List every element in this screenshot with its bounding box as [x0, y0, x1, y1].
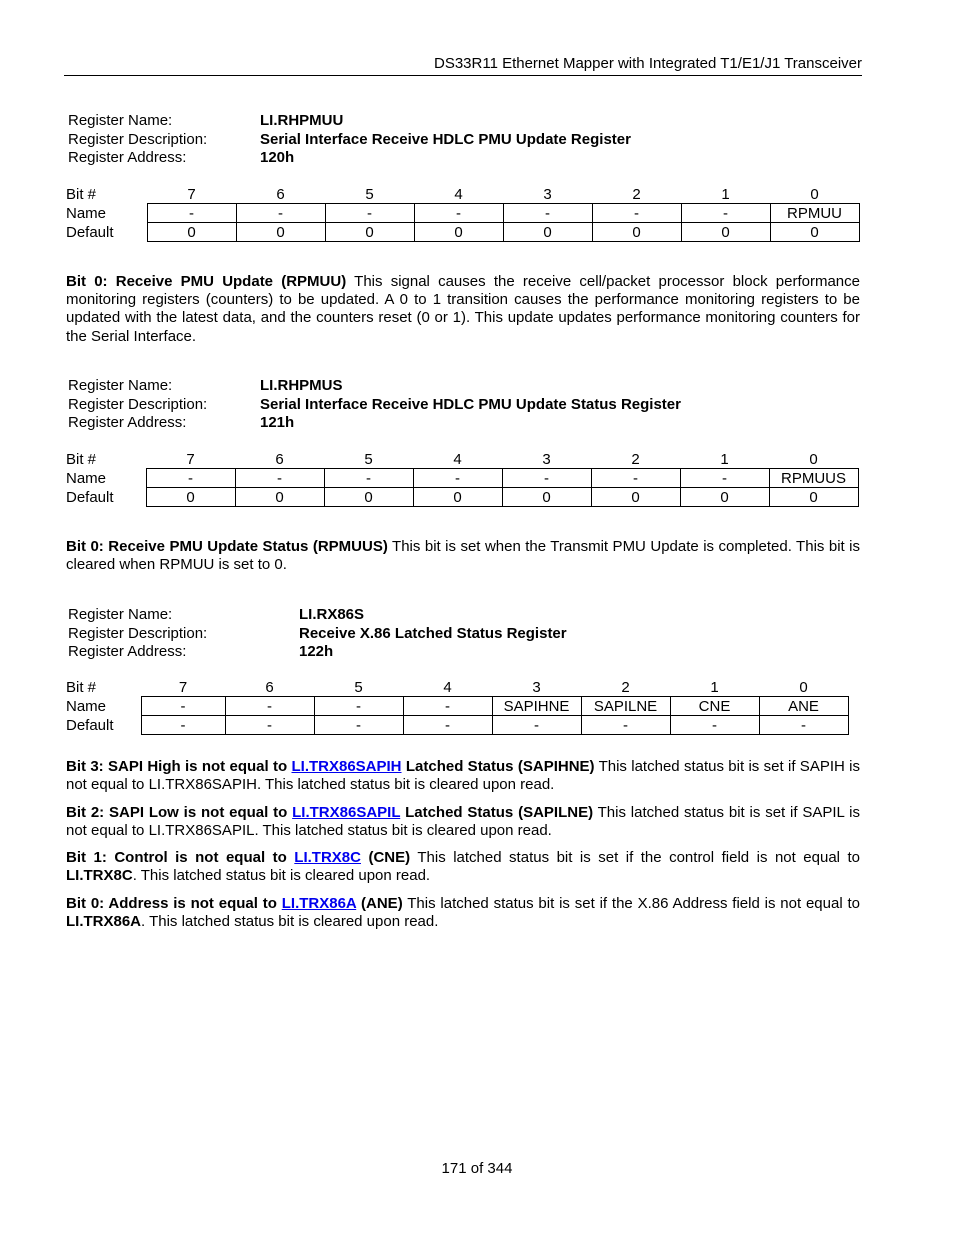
page-number: 171 of 344	[441, 1160, 513, 1177]
bit-default: 0	[680, 488, 769, 507]
register-bit-table-rx86s	[66, 678, 849, 735]
bit-name: -	[592, 204, 681, 223]
bit-number: 0	[809, 450, 818, 468]
default-row-label: Default	[66, 223, 114, 241]
register-link-trx86a[interactable]: LI.TRX86A	[281, 895, 357, 912]
register-description-value: Serial Interface Receive HDLC PMU Update Status Register	[260, 395, 681, 413]
register-info-rhpmuu	[68, 112, 631, 168]
bit-number: 4	[454, 185, 463, 203]
bit-number: 5	[365, 185, 374, 203]
bit-title-suffix: Latched Status (SAPIHNE)	[401, 758, 595, 775]
bit-number: 1	[721, 185, 730, 203]
bit-text: This latched status bit is set if the X.86 Address field is not equal to	[402, 895, 860, 912]
bit-number: 6	[275, 450, 284, 468]
bit-default: -	[314, 716, 403, 735]
register-address-value: 121h	[260, 414, 295, 431]
bit-number: 2	[631, 450, 640, 468]
bit-default: 0	[413, 488, 502, 507]
register-info-rhpmus	[68, 377, 681, 433]
register-address-value: 122h	[299, 643, 334, 660]
bit-name: -	[503, 204, 592, 223]
bit-number: 7	[187, 185, 196, 203]
register-address-label: Register Address:	[68, 414, 187, 431]
bit-name: -	[146, 469, 235, 488]
bit-name: -	[235, 469, 324, 488]
bit-name: -	[680, 469, 769, 488]
bit-default: 0	[681, 223, 770, 242]
name-row-label: Name	[66, 204, 107, 222]
bit-name: -	[681, 204, 770, 223]
bit-title: Bit 3: SAPI High is not equal to	[66, 758, 292, 775]
bit-name: CNE	[670, 697, 759, 716]
register-link-trx86sapil[interactable]: LI.TRX86SAPIL	[292, 804, 401, 821]
bit-default: 0	[591, 488, 680, 507]
bit-text: This bit is set when the Transmit PMU Update is completed. This bit is cleared when RPMUU is set to 0.	[66, 538, 861, 574]
bit-default: 0	[502, 488, 591, 507]
bit-number: 5	[354, 678, 363, 696]
bit-text-end: . This latched status bit is cleared upon read.	[141, 913, 439, 931]
register-ref: LI.TRX8C	[66, 867, 133, 885]
bit-number: 0	[810, 185, 819, 203]
page-header: DS33R11 Ethernet Mapper with Integrated T1/E1/J1 Transceiver	[64, 55, 862, 76]
bit-text: This latched status bit is set if SAPIL is not equal to LI.TRX86SAPIL. This latched status bit is cleared upon read.	[66, 804, 860, 840]
bit-default: -	[759, 716, 848, 735]
bit-number: 6	[265, 678, 274, 696]
bit-default: 0	[324, 488, 413, 507]
bit-description-sapilne	[66, 804, 860, 840]
bit-title: Bit 0: Address is not equal to	[66, 895, 282, 912]
bit-title: Bit 2: SAPI Low is not equal to	[66, 804, 293, 821]
bit-default: 0	[236, 223, 325, 242]
bit-default: -	[403, 716, 492, 735]
bit-default: 0	[503, 223, 592, 242]
register-description-value: Serial Interface Receive HDLC PMU Update Register	[260, 130, 631, 148]
register-name-label: Register Name:	[68, 112, 173, 129]
bit-default: 0	[592, 223, 681, 242]
bit-title: Bit 0: Receive PMU Update (RPMUU)	[66, 273, 347, 290]
bit-number: 1	[710, 678, 719, 696]
register-description-label: Register Description:	[68, 130, 208, 148]
bit-default: 0	[147, 223, 236, 242]
register-description-label: Register Description:	[68, 395, 208, 413]
bit-title: Bit 1: Control is not equal to	[66, 849, 295, 866]
bit-name: SAPILNE	[581, 697, 670, 716]
name-row-label: Name	[66, 469, 107, 487]
bit-number: 1	[720, 450, 729, 468]
bit-name: -	[502, 469, 591, 488]
bit-text: This latched status bit is set if SAPIH is not equal to LI.TRX86SAPIH. This latched status bit is cleared upon read.	[66, 758, 860, 794]
register-info-rx86s	[68, 606, 567, 662]
bit-default: -	[141, 716, 225, 735]
bit-default: 0	[769, 488, 858, 507]
register-name-label: Register Name:	[68, 377, 173, 394]
bit-title: Bit 0: Receive PMU Update Status (RPMUUS)	[66, 538, 388, 555]
bit-name: ANE	[759, 697, 848, 716]
register-bit-table-rhpmuu	[66, 185, 860, 242]
bit-name: RPMUU	[770, 204, 859, 223]
bit-name: -	[414, 204, 503, 223]
register-address-label: Register Address:	[68, 643, 187, 660]
bit-name: SAPIHNE	[492, 697, 581, 716]
bit-name: -	[314, 697, 403, 716]
bit-number: 6	[276, 185, 285, 203]
bit-description-rpmuu	[66, 273, 860, 346]
bit-name: -	[325, 204, 414, 223]
bit-name: -	[413, 469, 502, 488]
register-address-label: Register Address:	[68, 149, 187, 166]
bit-number: 2	[632, 185, 641, 203]
bit-title-suffix: (ANE)	[356, 895, 403, 912]
register-address-value: 120h	[260, 149, 295, 166]
bit-number: 7	[186, 450, 195, 468]
bit-number: 4	[453, 450, 462, 468]
bit-default: 0	[146, 488, 235, 507]
bit-default: -	[581, 716, 670, 735]
bit-number: 0	[799, 678, 808, 696]
bit-name: RPMUUS	[769, 469, 858, 488]
register-description-label: Register Description:	[68, 624, 208, 642]
bit-text-end: . This latched status bit is cleared upon read.	[132, 867, 431, 885]
bit-text: This latched status bit is set if the control field is not equal to	[410, 849, 860, 866]
bit-default: 0	[325, 223, 414, 242]
bit-default: -	[225, 716, 314, 735]
register-bit-table-rhpmus	[66, 450, 859, 507]
bit-description-rpmuus	[66, 538, 860, 574]
bit-title-suffix: (CNE)	[360, 849, 411, 866]
bit-number-label: Bit #	[66, 185, 97, 203]
name-row-label: Name	[66, 697, 107, 715]
bit-name: -	[147, 204, 236, 223]
bit-name: -	[403, 697, 492, 716]
bit-default: 0	[770, 223, 859, 242]
bit-description-ane	[66, 895, 860, 931]
register-ref: LI.TRX86A	[66, 913, 142, 931]
bit-default: -	[492, 716, 581, 735]
register-link-trx86sapih[interactable]: LI.TRX86SAPIH	[291, 758, 402, 775]
register-description-value: Receive X.86 Latched Status Register	[299, 624, 567, 642]
bit-description-sapihne	[66, 758, 860, 794]
bit-name: -	[225, 697, 314, 716]
bit-number-label: Bit #	[66, 678, 97, 696]
bit-default: 0	[235, 488, 324, 507]
register-name-value: LI.RHPMUS	[260, 377, 343, 394]
register-name-value: LI.RX86S	[299, 606, 365, 623]
register-name-label: Register Name:	[68, 606, 173, 623]
bit-default: -	[670, 716, 759, 735]
bit-name: -	[141, 697, 225, 716]
bit-number: 5	[364, 450, 373, 468]
default-row-label: Default	[66, 716, 114, 734]
register-name-value: LI.RHPMUU	[260, 112, 344, 129]
bit-number: 7	[178, 678, 188, 696]
bit-number-label: Bit #	[66, 450, 97, 468]
bit-default: 0	[414, 223, 503, 242]
bit-number: 4	[443, 678, 452, 696]
register-link-trx8c[interactable]: LI.TRX8C	[294, 849, 361, 866]
bit-number: 2	[621, 678, 630, 696]
bit-name: -	[324, 469, 413, 488]
default-row-label: Default	[66, 488, 114, 506]
bit-number: 3	[532, 678, 541, 696]
bit-title-suffix: Latched Status (SAPILNE)	[400, 804, 594, 821]
bit-number: 3	[542, 450, 551, 468]
bit-number: 3	[543, 185, 552, 203]
bit-name: -	[236, 204, 325, 223]
bit-name: -	[591, 469, 680, 488]
bit-description-cne	[66, 849, 860, 885]
bit-text: This signal causes the receive cell/packet processor block performance monitoring registers (counters) to be updated. A 0 to 1 transition causes the performance monitoring registers to be updated with the latest data, and the counters reset (0 or 1). This update updates performance monitoring counters for the Serial Interface.	[66, 273, 860, 345]
